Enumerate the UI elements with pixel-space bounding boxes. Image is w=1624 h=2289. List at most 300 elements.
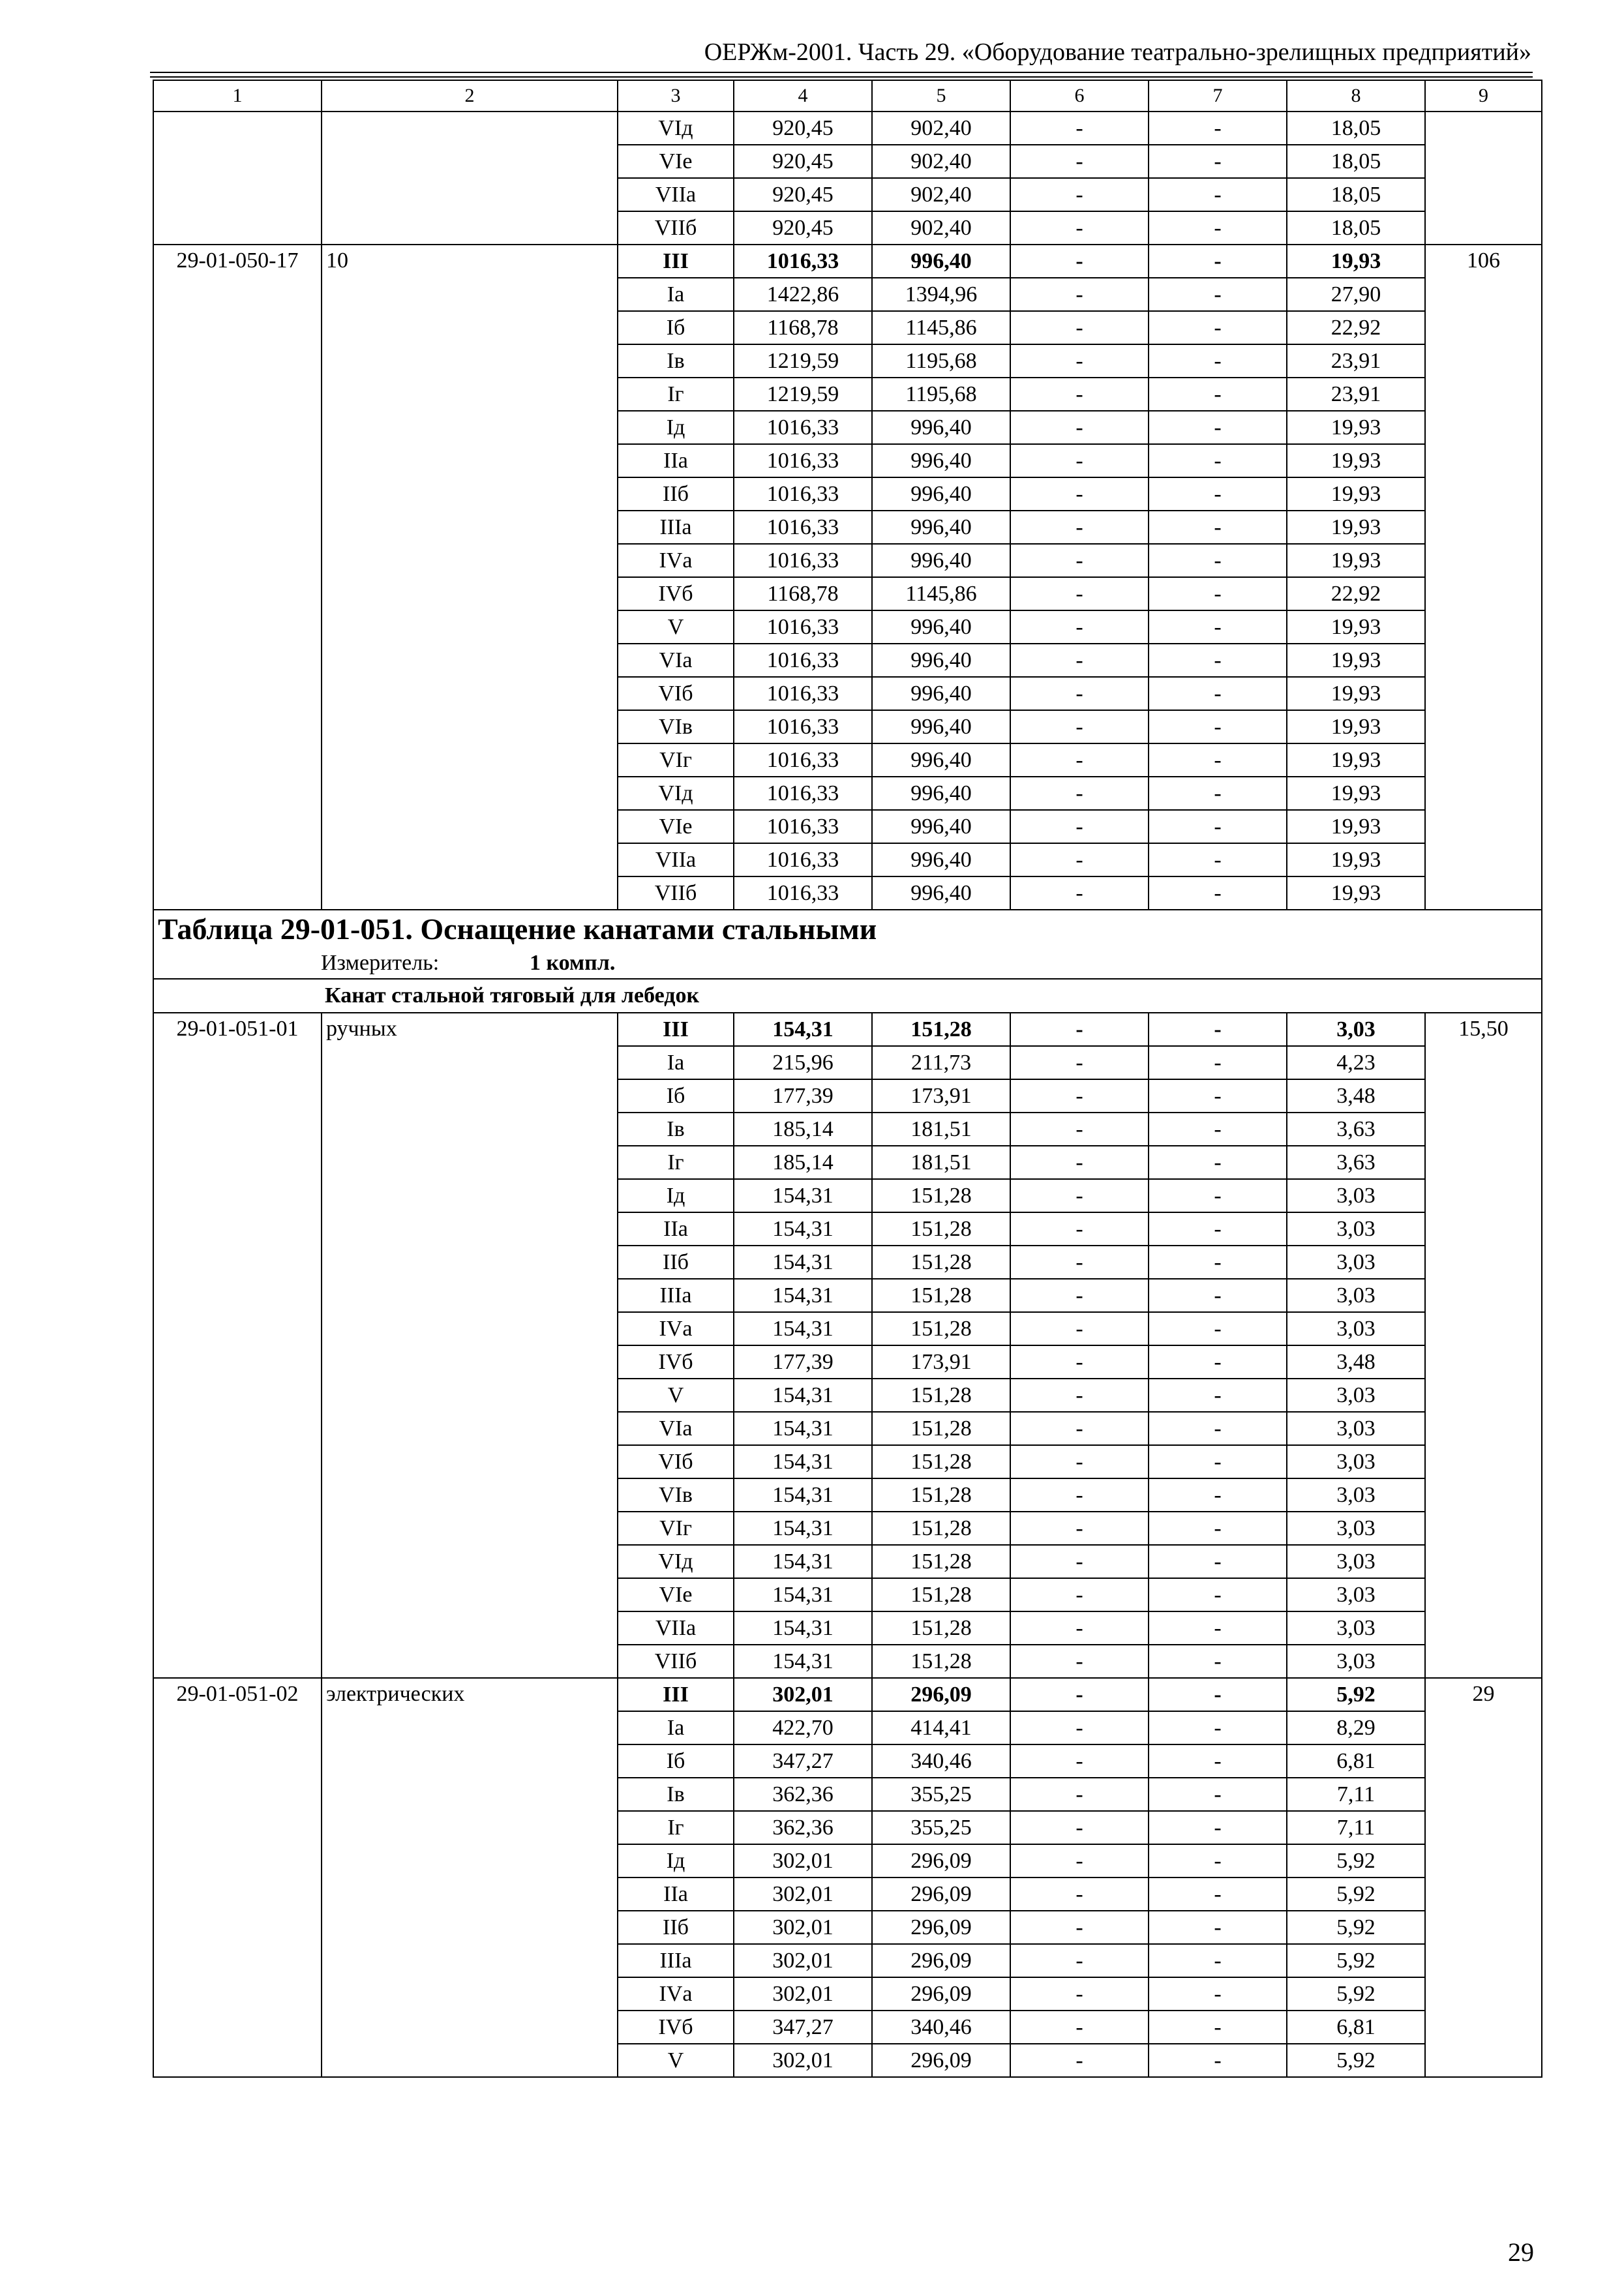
machines-cell: - xyxy=(1010,810,1149,843)
materials-cell: 3,03 xyxy=(1287,1512,1425,1545)
mass-cell xyxy=(1425,644,1542,677)
materials-cell: 19,93 xyxy=(1287,677,1425,710)
total-cost-cell: 302,01 xyxy=(734,1911,872,1944)
code-cell xyxy=(153,1545,322,1578)
operator-wages-cell: - xyxy=(1149,1645,1287,1678)
zone-cell: Iб xyxy=(618,311,734,344)
table-row xyxy=(153,1678,1542,1711)
measure-cell xyxy=(153,948,1542,979)
mass-cell xyxy=(1425,1578,1542,1611)
total-cost-cell: 1168,78 xyxy=(734,311,872,344)
total-cost-cell: 1016,33 xyxy=(734,777,872,810)
mass-cell xyxy=(1425,1478,1542,1512)
zone-cell: IVб xyxy=(618,1345,734,1379)
total-cost-cell: 215,96 xyxy=(734,1046,872,1079)
materials-cell: 5,92 xyxy=(1287,1678,1425,1711)
zone-cell: VIIа xyxy=(618,1611,734,1645)
total-cost-cell: 1219,59 xyxy=(734,344,872,378)
total-cost-cell: 154,31 xyxy=(734,1013,872,1046)
zone-cell: Iа xyxy=(618,278,734,311)
code-cell xyxy=(153,1944,322,1977)
code-cell xyxy=(153,1645,322,1678)
zone-cell: VIд xyxy=(618,112,734,145)
machines-cell: - xyxy=(1010,178,1149,211)
machines-cell: - xyxy=(1010,1578,1149,1611)
name-cell xyxy=(322,743,618,777)
name-cell xyxy=(322,1312,618,1345)
wages-cell: 211,73 xyxy=(872,1046,1010,1079)
materials-cell: 3,03 xyxy=(1287,1578,1425,1611)
mass-cell xyxy=(1425,1911,1542,1944)
name-cell xyxy=(322,610,618,644)
mass-cell xyxy=(1425,1146,1542,1179)
materials-cell: 18,05 xyxy=(1287,145,1425,178)
materials-cell: 3,03 xyxy=(1287,1279,1425,1312)
code-cell xyxy=(153,278,322,311)
table-row xyxy=(153,876,1542,910)
zone-cell: Iб xyxy=(618,1744,734,1778)
name-cell xyxy=(322,1744,618,1778)
mass-cell xyxy=(1425,1545,1542,1578)
total-cost-cell: 347,27 xyxy=(734,1744,872,1778)
wages-cell: 151,28 xyxy=(872,1445,1010,1478)
zone-cell: V xyxy=(618,610,734,644)
total-cost-cell: 302,01 xyxy=(734,1944,872,1977)
code-cell xyxy=(153,2044,322,2077)
total-cost-cell: 920,45 xyxy=(734,145,872,178)
name-cell xyxy=(322,477,618,511)
column-number-row xyxy=(153,80,1542,112)
zone-cell: VIIб xyxy=(618,876,734,910)
zone-cell: Iд xyxy=(618,411,734,444)
wages-cell: 151,28 xyxy=(872,1412,1010,1445)
code-cell xyxy=(153,1113,322,1146)
total-cost-cell: 154,31 xyxy=(734,1179,872,1212)
materials-cell: 3,03 xyxy=(1287,1246,1425,1279)
operator-wages-cell: - xyxy=(1149,2044,1287,2077)
zone-cell: IIб xyxy=(618,477,734,511)
name-cell xyxy=(322,278,618,311)
materials-cell: 19,93 xyxy=(1287,743,1425,777)
total-cost-cell: 154,31 xyxy=(734,1578,872,1611)
measure-value: 1 компл. xyxy=(530,951,616,975)
wages-cell: 296,09 xyxy=(872,1977,1010,2011)
wages-cell: 996,40 xyxy=(872,411,1010,444)
table-row xyxy=(153,1578,1542,1611)
table-row xyxy=(153,1478,1542,1512)
mass-cell xyxy=(1425,810,1542,843)
operator-wages-cell: - xyxy=(1149,1179,1287,1212)
total-cost-cell: 1219,59 xyxy=(734,378,872,411)
total-cost-cell: 154,31 xyxy=(734,1246,872,1279)
name-cell xyxy=(322,1944,618,1977)
wages-cell: 1394,96 xyxy=(872,278,1010,311)
wages-cell: 996,40 xyxy=(872,444,1010,477)
name-cell xyxy=(322,876,618,910)
wages-cell: 355,25 xyxy=(872,1811,1010,1844)
name-cell: 10 xyxy=(322,245,618,278)
machines-cell: - xyxy=(1010,1611,1149,1645)
name-cell xyxy=(322,311,618,344)
wages-cell: 151,28 xyxy=(872,1246,1010,1279)
total-cost-cell: 302,01 xyxy=(734,2044,872,2077)
code-cell xyxy=(153,1611,322,1645)
operator-wages-cell: - xyxy=(1149,810,1287,843)
name-cell xyxy=(322,577,618,610)
wages-cell: 151,28 xyxy=(872,1279,1010,1312)
operator-wages-cell: - xyxy=(1149,1545,1287,1578)
total-cost-cell: 185,14 xyxy=(734,1113,872,1146)
total-cost-cell: 1016,33 xyxy=(734,677,872,710)
mass-cell xyxy=(1425,876,1542,910)
machines-cell: - xyxy=(1010,378,1149,411)
name-cell xyxy=(322,1512,618,1545)
code-cell xyxy=(153,211,322,245)
name-cell xyxy=(322,777,618,810)
mass-cell xyxy=(1425,1379,1542,1412)
zone-cell: IVб xyxy=(618,2011,734,2044)
materials-cell: 3,03 xyxy=(1287,1611,1425,1645)
mass-cell xyxy=(1425,1046,1542,1079)
wages-cell: 1195,68 xyxy=(872,378,1010,411)
machines-cell: - xyxy=(1010,1878,1149,1911)
zone-cell: Iа xyxy=(618,1046,734,1079)
code-cell xyxy=(153,311,322,344)
wages-cell: 996,40 xyxy=(872,876,1010,910)
wages-cell: 996,40 xyxy=(872,245,1010,278)
name-cell xyxy=(322,1179,618,1212)
zone-cell: IIIа xyxy=(618,1279,734,1312)
materials-cell: 3,03 xyxy=(1287,1013,1425,1046)
mass-cell xyxy=(1425,1246,1542,1279)
zone-cell: IIIа xyxy=(618,511,734,544)
mass-cell xyxy=(1425,610,1542,644)
mass-cell xyxy=(1425,1878,1542,1911)
materials-cell: 3,03 xyxy=(1287,1412,1425,1445)
machines-cell: - xyxy=(1010,1811,1149,1844)
materials-cell: 27,90 xyxy=(1287,278,1425,311)
total-cost-cell: 154,31 xyxy=(734,1645,872,1678)
wages-cell: 902,40 xyxy=(872,211,1010,245)
subheading: Канат стальной тяговый для лебедок xyxy=(153,979,1542,1013)
wages-cell: 996,40 xyxy=(872,511,1010,544)
machines-cell: - xyxy=(1010,743,1149,777)
operator-wages-cell: - xyxy=(1149,1977,1287,2011)
name-cell xyxy=(322,843,618,876)
operator-wages-cell: - xyxy=(1149,1878,1287,1911)
code-cell xyxy=(153,1212,322,1246)
total-cost-cell: 302,01 xyxy=(734,1844,872,1878)
mass-cell xyxy=(1425,1711,1542,1744)
zone-cell: IIа xyxy=(618,1212,734,1246)
wages-cell: 151,28 xyxy=(872,1312,1010,1345)
machines-cell: - xyxy=(1010,1179,1149,1212)
operator-wages-cell: - xyxy=(1149,876,1287,910)
operator-wages-cell: - xyxy=(1149,1345,1287,1379)
operator-wages-cell: - xyxy=(1149,1711,1287,1744)
name-cell xyxy=(322,1545,618,1578)
table-row xyxy=(153,1811,1542,1844)
table-row xyxy=(153,1113,1542,1146)
wages-cell: 151,28 xyxy=(872,1013,1010,1046)
materials-cell: 19,93 xyxy=(1287,477,1425,511)
operator-wages-cell: - xyxy=(1149,2011,1287,2044)
machines-cell: - xyxy=(1010,1079,1149,1113)
running-header: ОЕРЖм-2001. Часть 29. «Оборудование театрально-зрелищных предприятий» xyxy=(704,38,1531,66)
total-cost-cell: 1422,86 xyxy=(734,278,872,311)
mass-cell xyxy=(1425,1345,1542,1379)
name-cell xyxy=(322,544,618,577)
machines-cell: - xyxy=(1010,245,1149,278)
materials-cell: 22,92 xyxy=(1287,577,1425,610)
wages-cell: 996,40 xyxy=(872,810,1010,843)
materials-cell: 19,93 xyxy=(1287,444,1425,477)
materials-cell: 3,03 xyxy=(1287,1545,1425,1578)
table-row xyxy=(153,1312,1542,1345)
column-number: 7 xyxy=(1149,80,1287,112)
wages-cell: 355,25 xyxy=(872,1778,1010,1811)
code-cell xyxy=(153,1711,322,1744)
operator-wages-cell: - xyxy=(1149,278,1287,311)
code-cell xyxy=(153,544,322,577)
wages-cell: 996,40 xyxy=(872,843,1010,876)
mass-cell xyxy=(1425,710,1542,743)
mass-cell xyxy=(1425,178,1542,211)
zone-cell: IIIа xyxy=(618,1944,734,1977)
code-cell xyxy=(153,411,322,444)
materials-cell: 19,93 xyxy=(1287,843,1425,876)
machines-cell: - xyxy=(1010,1312,1149,1345)
name-cell xyxy=(322,644,618,677)
mass-cell xyxy=(1425,211,1542,245)
machines-cell: - xyxy=(1010,1013,1149,1046)
machines-cell: - xyxy=(1010,1545,1149,1578)
zone-cell: Iв xyxy=(618,1778,734,1811)
zone-cell: VIа xyxy=(618,1412,734,1445)
operator-wages-cell: - xyxy=(1149,610,1287,644)
name-cell xyxy=(322,677,618,710)
table-row xyxy=(153,344,1542,378)
table-row xyxy=(153,1445,1542,1478)
materials-cell: 4,23 xyxy=(1287,1046,1425,1079)
table-row xyxy=(153,1645,1542,1678)
materials-cell: 6,81 xyxy=(1287,2011,1425,2044)
mass-cell xyxy=(1425,2044,1542,2077)
measure-row xyxy=(153,948,1542,979)
name-cell xyxy=(322,1578,618,1611)
name-cell xyxy=(322,211,618,245)
code-cell: 29-01-051-01 xyxy=(153,1013,322,1046)
operator-wages-cell: - xyxy=(1149,1246,1287,1279)
wages-cell: 173,91 xyxy=(872,1345,1010,1379)
machines-cell: - xyxy=(1010,211,1149,245)
table-row xyxy=(153,1512,1542,1545)
table-row xyxy=(153,1744,1542,1778)
zone-cell: IIб xyxy=(618,1246,734,1279)
column-number: 6 xyxy=(1010,80,1149,112)
machines-cell: - xyxy=(1010,411,1149,444)
name-cell xyxy=(322,710,618,743)
materials-cell: 8,29 xyxy=(1287,1711,1425,1744)
mass-cell xyxy=(1425,1079,1542,1113)
materials-cell: 6,81 xyxy=(1287,1744,1425,1778)
zone-cell: Iг xyxy=(618,1146,734,1179)
table-row xyxy=(153,544,1542,577)
zone-cell: VIе xyxy=(618,1578,734,1611)
mass-cell xyxy=(1425,777,1542,810)
code-cell xyxy=(153,843,322,876)
code-cell xyxy=(153,1844,322,1878)
machines-cell: - xyxy=(1010,1645,1149,1678)
code-cell xyxy=(153,644,322,677)
operator-wages-cell: - xyxy=(1149,1744,1287,1778)
code-cell xyxy=(153,677,322,710)
wages-cell: 414,41 xyxy=(872,1711,1010,1744)
machines-cell: - xyxy=(1010,1711,1149,1744)
operator-wages-cell: - xyxy=(1149,843,1287,876)
operator-wages-cell: - xyxy=(1149,1445,1287,1478)
name-cell xyxy=(322,1844,618,1878)
machines-cell: - xyxy=(1010,145,1149,178)
machines-cell: - xyxy=(1010,1778,1149,1811)
wages-cell: 996,40 xyxy=(872,477,1010,511)
zone-cell: VIд xyxy=(618,1545,734,1578)
name-cell xyxy=(322,1711,618,1744)
machines-cell: - xyxy=(1010,278,1149,311)
machines-cell: - xyxy=(1010,610,1149,644)
materials-cell: 19,93 xyxy=(1287,777,1425,810)
name-cell xyxy=(322,1911,618,1944)
materials-cell: 19,93 xyxy=(1287,644,1425,677)
name-cell xyxy=(322,145,618,178)
code-cell xyxy=(153,1246,322,1279)
name-cell xyxy=(322,1778,618,1811)
zone-cell: VIIа xyxy=(618,178,734,211)
materials-cell: 3,63 xyxy=(1287,1146,1425,1179)
total-cost-cell: 154,31 xyxy=(734,1445,872,1478)
table-row xyxy=(153,278,1542,311)
operator-wages-cell: - xyxy=(1149,1844,1287,1878)
zone-cell: III xyxy=(618,245,734,278)
table-row xyxy=(153,211,1542,245)
machines-cell: - xyxy=(1010,1246,1149,1279)
total-cost-cell: 362,36 xyxy=(734,1778,872,1811)
name-cell xyxy=(322,1279,618,1312)
operator-wages-cell: - xyxy=(1149,1944,1287,1977)
materials-cell: 3,63 xyxy=(1287,1113,1425,1146)
wages-cell: 151,28 xyxy=(872,1478,1010,1512)
wages-cell: 1145,86 xyxy=(872,577,1010,610)
name-cell xyxy=(322,1611,618,1645)
machines-cell: - xyxy=(1010,710,1149,743)
code-cell xyxy=(153,1179,322,1212)
code-cell xyxy=(153,777,322,810)
code-cell xyxy=(153,1778,322,1811)
machines-cell: - xyxy=(1010,677,1149,710)
mass-cell xyxy=(1425,544,1542,577)
operator-wages-cell: - xyxy=(1149,1478,1287,1512)
mass-cell: 29 xyxy=(1425,1678,1542,1711)
mass-cell xyxy=(1425,477,1542,511)
name-cell xyxy=(322,1977,618,2011)
column-number: 3 xyxy=(618,80,734,112)
total-cost-cell: 154,31 xyxy=(734,1611,872,1645)
materials-cell: 19,93 xyxy=(1287,810,1425,843)
total-cost-cell: 1016,33 xyxy=(734,743,872,777)
materials-cell: 19,93 xyxy=(1287,245,1425,278)
operator-wages-cell: - xyxy=(1149,1046,1287,1079)
name-cell xyxy=(322,2044,618,2077)
materials-cell: 23,91 xyxy=(1287,344,1425,378)
total-cost-cell: 347,27 xyxy=(734,2011,872,2044)
table-row xyxy=(153,810,1542,843)
mass-cell xyxy=(1425,1512,1542,1545)
zone-cell: VIг xyxy=(618,743,734,777)
wages-cell: 296,09 xyxy=(872,1844,1010,1878)
mass-cell xyxy=(1425,1811,1542,1844)
materials-cell: 18,05 xyxy=(1287,112,1425,145)
table-row xyxy=(153,1911,1542,1944)
materials-cell: 5,92 xyxy=(1287,2044,1425,2077)
operator-wages-cell: - xyxy=(1149,1611,1287,1645)
table-row xyxy=(153,644,1542,677)
mass-cell xyxy=(1425,411,1542,444)
total-cost-cell: 920,45 xyxy=(734,112,872,145)
code-cell xyxy=(153,444,322,477)
code-cell xyxy=(153,1512,322,1545)
mass-cell xyxy=(1425,843,1542,876)
zone-cell: Iб xyxy=(618,1079,734,1113)
table-row xyxy=(153,710,1542,743)
zone-cell: Iг xyxy=(618,378,734,411)
code-cell xyxy=(153,2011,322,2044)
machines-cell: - xyxy=(1010,1911,1149,1944)
operator-wages-cell: - xyxy=(1149,245,1287,278)
zone-cell: IVа xyxy=(618,1312,734,1345)
zone-cell: IIа xyxy=(618,444,734,477)
zone-cell: VIе xyxy=(618,145,734,178)
table-row xyxy=(153,245,1542,278)
table-row xyxy=(153,2011,1542,2044)
machines-cell: - xyxy=(1010,2011,1149,2044)
header-rule xyxy=(150,72,1533,73)
materials-cell: 3,03 xyxy=(1287,1478,1425,1512)
zone-cell: V xyxy=(618,2044,734,2077)
operator-wages-cell: - xyxy=(1149,112,1287,145)
total-cost-cell: 177,39 xyxy=(734,1079,872,1113)
code-cell xyxy=(153,1279,322,1312)
materials-cell: 19,93 xyxy=(1287,876,1425,910)
machines-cell: - xyxy=(1010,444,1149,477)
machines-cell: - xyxy=(1010,1944,1149,1977)
total-cost-cell: 1016,33 xyxy=(734,245,872,278)
total-cost-cell: 1016,33 xyxy=(734,444,872,477)
wages-cell: 296,09 xyxy=(872,2044,1010,2077)
zone-cell: IVб xyxy=(618,577,734,610)
wages-cell: 902,40 xyxy=(872,178,1010,211)
machines-cell: - xyxy=(1010,1678,1149,1711)
table-row xyxy=(153,112,1542,145)
mass-cell xyxy=(1425,577,1542,610)
code-cell xyxy=(153,1312,322,1345)
total-cost-cell: 1016,33 xyxy=(734,843,872,876)
code-cell xyxy=(153,511,322,544)
machines-cell: - xyxy=(1010,311,1149,344)
wages-cell: 996,40 xyxy=(872,610,1010,644)
materials-cell: 19,93 xyxy=(1287,511,1425,544)
name-cell xyxy=(322,1079,618,1113)
code-cell: 29-01-051-02 xyxy=(153,1678,322,1711)
